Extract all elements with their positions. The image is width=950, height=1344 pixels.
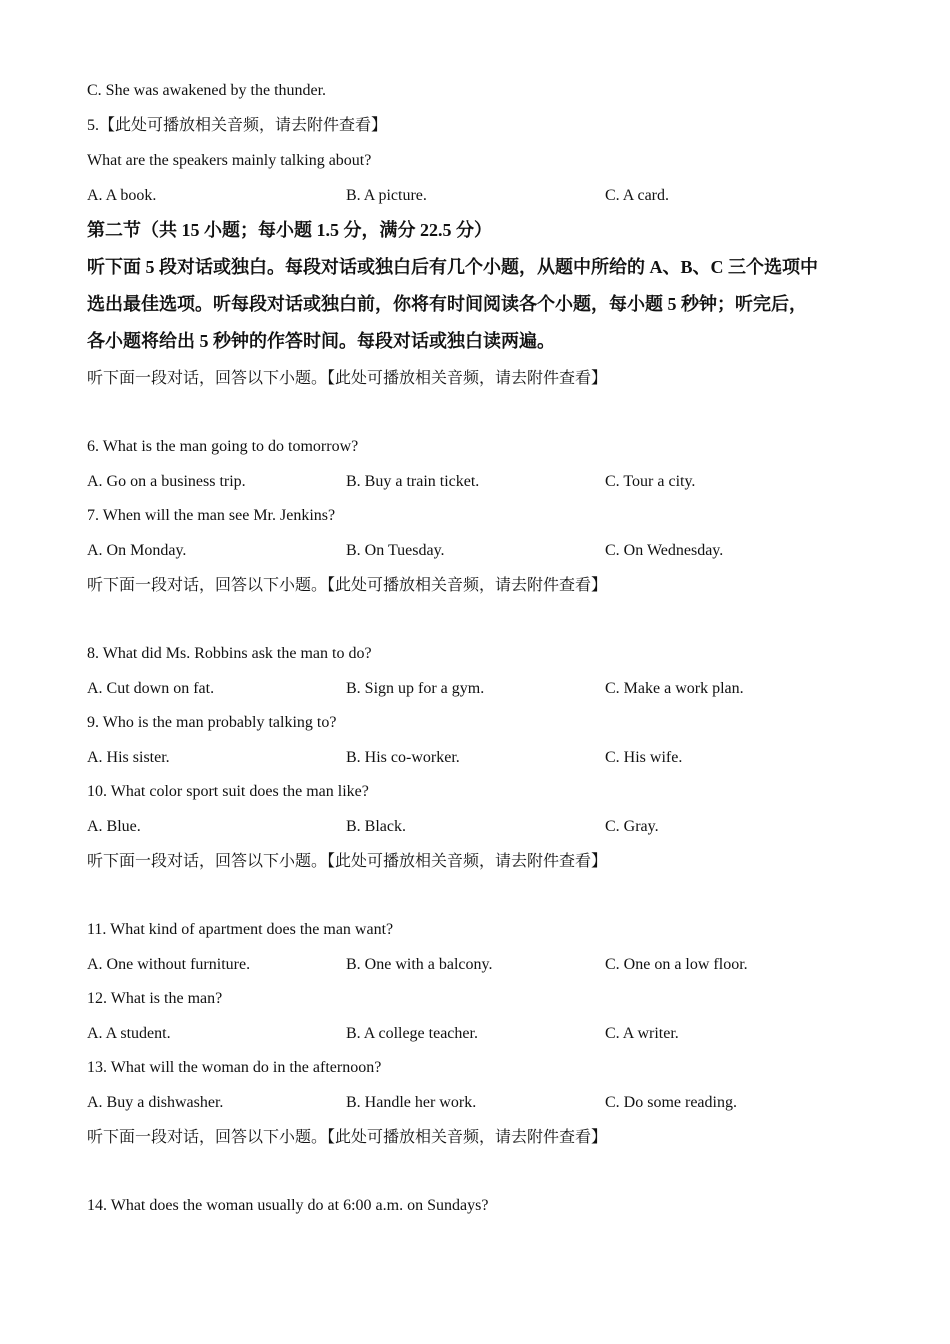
- q14-question: 14. What does the woman usually do at 6:00 a.m. on Sundays?: [87, 1197, 489, 1214]
- q10-option-b: B. Black.: [346, 818, 406, 835]
- q7-option-c: C. On Wednesday.: [605, 542, 724, 559]
- section2-instructions-line1: 听下面 5 段对话或独白。每段对话或独白后有几个小题，从题中所给的 A、B、C 三个选项中: [87, 257, 818, 277]
- q9-option-c: C. His wife.: [605, 749, 683, 766]
- section2-instructions-line3: 各小题将给出 5 秒钟的作答时间。每段对话或独白读两遍。: [87, 331, 555, 351]
- q13-question: 13. What will the woman do in the afternoon?: [87, 1059, 382, 1076]
- q5-option-b: B. A picture.: [346, 187, 427, 204]
- q8-option-b: B. Sign up for a gym.: [346, 680, 485, 697]
- q9-option-b: B. His co-worker.: [346, 749, 460, 766]
- q4-option-c: C. She was awakened by the thunder.: [87, 82, 327, 99]
- q6-option-c: C. Tour a city.: [605, 473, 696, 490]
- q7-option-b: B. On Tuesday.: [346, 542, 445, 559]
- q5-option-c: C. A card.: [605, 187, 669, 204]
- q5-option-a: A. A book.: [87, 187, 157, 204]
- q6-option-a: A. Go on a business trip.: [87, 473, 246, 490]
- q5-question: What are the speakers mainly talking about?: [87, 152, 372, 169]
- q11-option-a: A. One without furniture.: [87, 956, 251, 973]
- q12-option-c: C. A writer.: [605, 1025, 679, 1042]
- audio-prompt-4: 听下面一段对话，回答以下小题。【此处可播放相关音频，请去附件查看】: [87, 1129, 608, 1146]
- audio-prompt-1: 听下面一段对话，回答以下小题。【此处可播放相关音频，请去附件查看】: [87, 370, 608, 387]
- q8-option-c: C. Make a work plan.: [605, 680, 744, 697]
- q11-option-b: B. One with a balcony.: [346, 956, 493, 973]
- q12-option-b: B. A college teacher.: [346, 1025, 478, 1042]
- q11-option-c: C. One on a low floor.: [605, 956, 748, 973]
- q10-option-c: C. Gray.: [605, 818, 659, 835]
- q13-option-b: B. Handle her work.: [346, 1094, 477, 1111]
- q13-option-c: C. Do some reading.: [605, 1094, 737, 1111]
- q8-question: 8. What did Ms. Robbins ask the man to do?: [87, 645, 372, 662]
- section2-instructions-line2: 选出最佳选项。听每段对话或独白前，你将有时间阅读各个小题，每小题 5 秒钟；听完后，: [87, 294, 807, 314]
- q11-question: 11. What kind of apartment does the man want?: [87, 921, 394, 938]
- q12-question: 12. What is the man?: [87, 990, 223, 1007]
- q6-option-b: B. Buy a train ticket.: [346, 473, 480, 490]
- q12-option-a: A. A student.: [87, 1025, 171, 1042]
- q8-option-a: A. Cut down on fat.: [87, 680, 215, 697]
- q7-question: 7. When will the man see Mr. Jenkins?: [87, 507, 336, 524]
- q7-option-a: A. On Monday.: [87, 542, 187, 559]
- q10-question: 10. What color sport suit does the man like?: [87, 783, 369, 800]
- q13-option-a: A. Buy a dishwasher.: [87, 1094, 224, 1111]
- audio-prompt-2: 听下面一段对话，回答以下小题。【此处可播放相关音频，请去附件查看】: [87, 577, 608, 594]
- audio-prompt-3: 听下面一段对话，回答以下小题。【此处可播放相关音频，请去附件查看】: [87, 853, 608, 870]
- q9-question: 9. Who is the man probably talking to?: [87, 714, 337, 731]
- q5-audio-label: 5.【此处可播放相关音频，请去附件查看】: [87, 117, 388, 134]
- q9-option-a: A. His sister.: [87, 749, 170, 766]
- section2-heading: 第二节（共 15 小题；每小题 1.5 分，满分 22.5 分）: [87, 220, 492, 240]
- q6-question: 6. What is the man going to do tomorrow?: [87, 438, 359, 455]
- q10-option-a: A. Blue.: [87, 818, 141, 835]
